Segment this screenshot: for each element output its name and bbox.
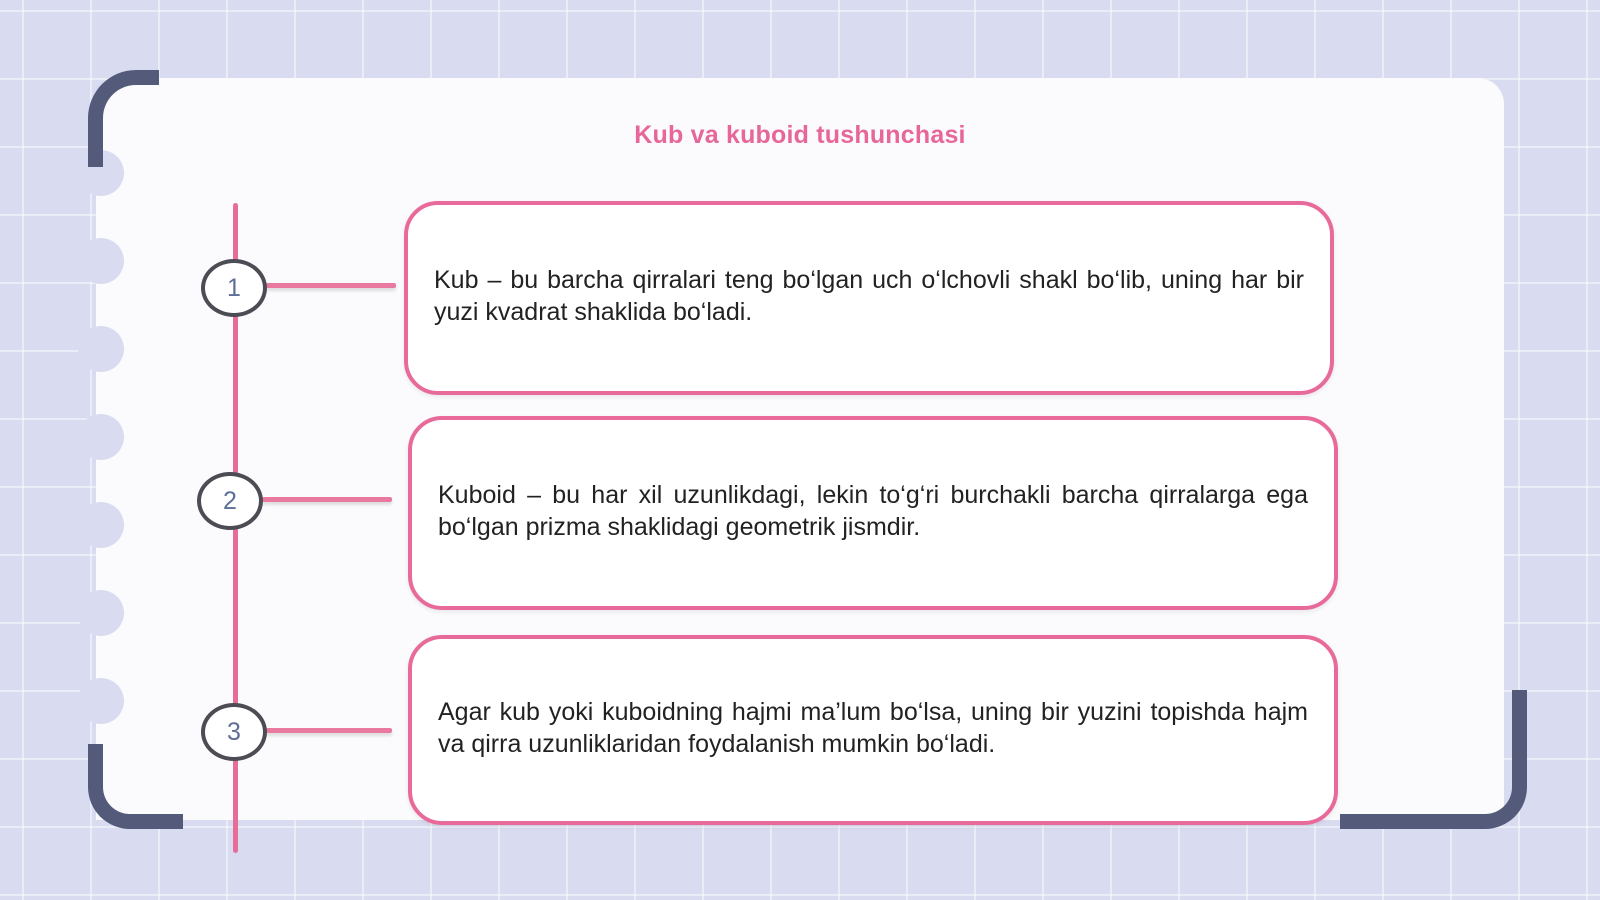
step-connector: [266, 728, 392, 733]
corner-bracket-bottom-right: [1340, 690, 1527, 829]
paper-notch: [78, 590, 124, 636]
paper-notch: [78, 678, 124, 724]
definition-text-3: Agar kub yoki kuboidning hajmi ma’lum bo‘lsa, uning bir yuzini topishda hajm va qirra uzunliklaridan foydalanish mumkin bo‘ladi.: [438, 698, 1308, 758]
step-number-1: 1: [201, 259, 267, 317]
paper-notch: [78, 326, 124, 372]
definition-card-1: [404, 201, 1334, 395]
definition-text-1: Kub – bu barcha qirralari teng bo‘lgan uch o‘lchovli shakl bo‘lib, uning har bir yuzi kvadrat shaklida bo‘ladi.: [434, 266, 1304, 326]
step-connector: [262, 497, 392, 502]
paper-notch: [78, 238, 124, 284]
page-title: Kub va kuboid tushunchasi: [634, 121, 966, 149]
definition-card-3: [408, 635, 1338, 825]
corner-bracket-bottom-left: [88, 744, 183, 829]
corner-bracket-top-left: [88, 70, 159, 167]
step-number-2: 2: [197, 472, 263, 530]
paper-notch: [78, 502, 124, 548]
paper-notch: [78, 414, 124, 460]
step-connector: [266, 283, 396, 288]
step-number-3: 3: [201, 703, 267, 761]
definition-card-2: [408, 416, 1338, 610]
definition-text-2: Kuboid – bu har xil uzunlikdagi, lekin to‘g‘ri burchakli barcha qirralarga ega bo‘lgan prizma shaklidagi geometrik jismdir.: [438, 481, 1308, 541]
